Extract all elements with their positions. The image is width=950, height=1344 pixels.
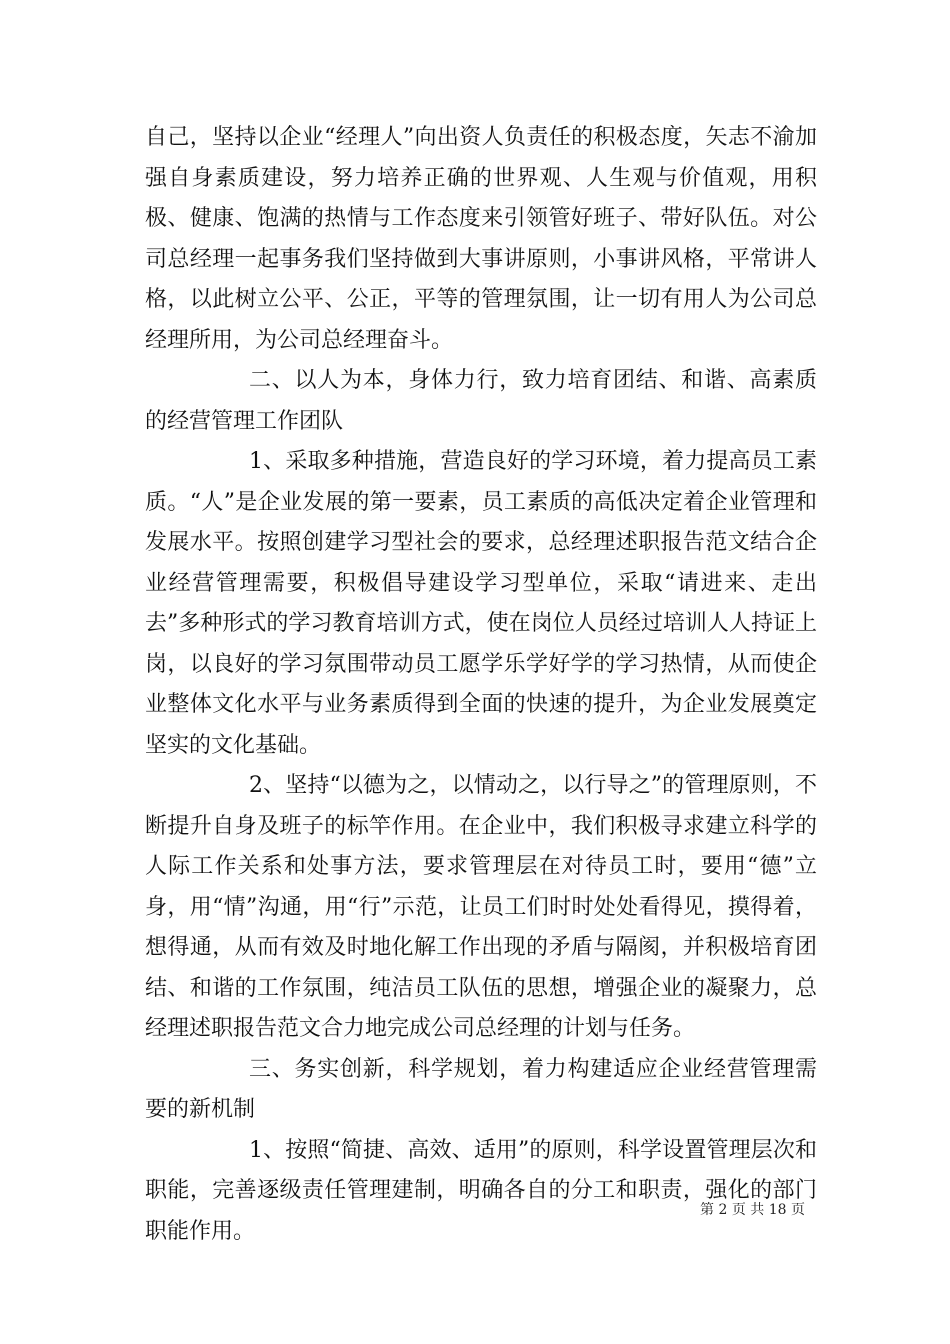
section-heading-2: 二、以人为本，身体力行，致力培育团结、和谐、高素质的经营管理工作团队 <box>145 368 817 434</box>
paragraph-1: 自己，坚持以企业“经理人”向出资人负责任的积极态度，矢志不渝加强自身素质建设，努力培养正确的世界观、人生观与价值观，用积极、健康、饱满的热情与工作态度来引领管好班子、带好队伍。对公司总经理一起事务我们坚持做到大事讲原则，小事讲风格，平常讲人格，以此树立公平、公正，平等的管理氛围，让一切有用人为公司总经理所用，为公司总经理奋斗。 <box>145 125 817 353</box>
paragraph-2-2: 2、坚持“以德为之，以情动之，以行导之”的管理原则，不断提升自身及班子的标竿作用。在企业中，我们积极寻求建立科学的人际工作关系和处事方法，要求管理层在对待员工时，要用“德”立身，用“情”沟通，用“行”示范，让员工们时时处处看得见，摸得着，想得通，从而有效及时地化解工作出现的矛盾与隔阂，并积极培育团结、和谐的工作氛围，纯洁员工队伍的思想，增强企业的凝聚力，总经理述职报告范文合力地完成公司总经理的计划与任务。 <box>145 773 817 1041</box>
paragraph-3-1: 1、按照“简捷、高效、适用”的原则，科学设置管理层次和职能，完善逐级责任管理建制，明确各自的分工和职责，强化的部门职能作用。 <box>145 1137 817 1244</box>
document-body <box>145 118 817 1252</box>
section-heading-3: 三、务实创新，科学规划，着力构建适应企业经营管理需要的新机制 <box>145 1056 817 1122</box>
paragraph-2-1: 1、采取多种措施，营造良好的学习环境，着力提高员工素质。“人”是企业发展的第一要素，员工素质的高低决定着企业管理和发展水平。按照创建学习型社会的要求，总经理述职报告范文结合企业经营管理需要，积极倡导建设学习型单位，采取“请进来、走出去”多种形式的学习教育培训方式，使在岗位人员经过培训人人持证上岗，以良好的学习氛围带动员工愿学乐学好学的学习热情，从而使企业整体文化水平与业务素质得到全面的快速的提升，为企业发展奠定坚实的文化基础。 <box>145 449 817 758</box>
page-number: 第 2 页 共 18 页 <box>700 1202 805 1218</box>
